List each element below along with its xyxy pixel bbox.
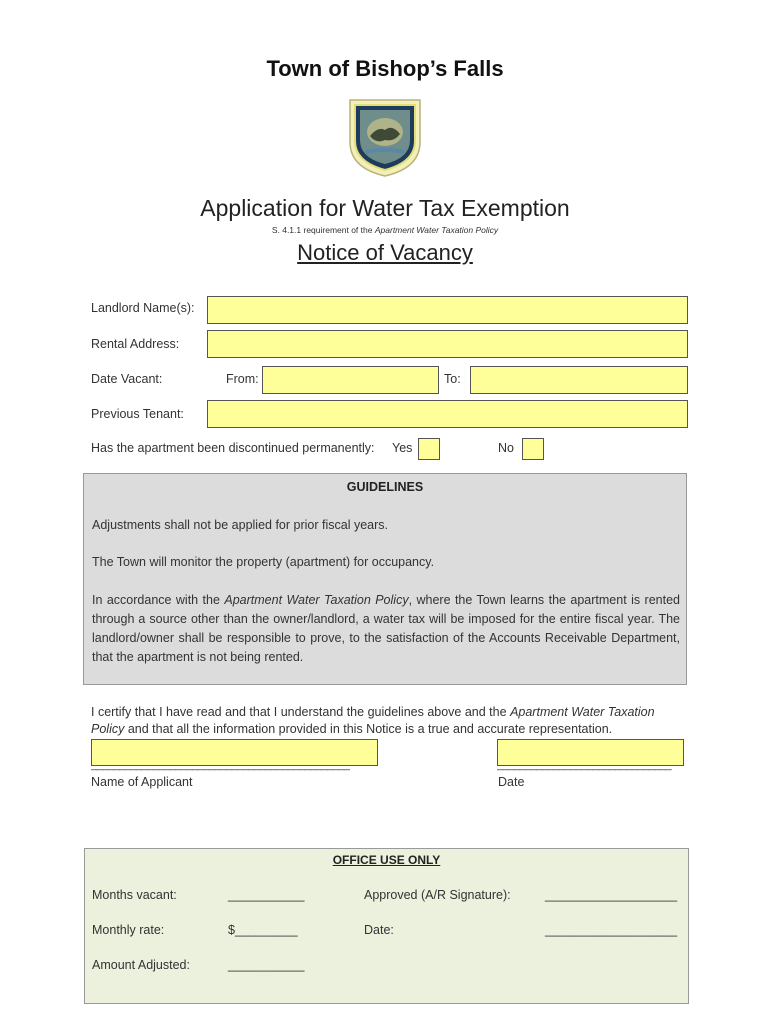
yes-checkbox[interactable]: [418, 438, 440, 460]
guidelines-heading: GUIDELINES: [346, 480, 424, 494]
certification-policy: Apartment Water Taxation Policy: [91, 705, 655, 736]
approved-signature-label: Approved (A/R Signature):: [364, 888, 511, 902]
previous-tenant-field[interactable]: [207, 400, 688, 428]
office-date-blank: ___________________: [545, 923, 678, 937]
discontinued-question: Has the apartment been discontinued permanently:: [91, 441, 375, 455]
approved-signature-blank: ___________________: [545, 888, 678, 902]
from-label: From:: [226, 372, 259, 386]
notice-title: Notice of Vacancy: [297, 240, 473, 265]
to-label: To:: [444, 372, 461, 386]
previous-tenant-label: Previous Tenant:: [91, 407, 184, 421]
certification-rest: and that all the information provided in this Notice is a true and accurate representation.: [127, 722, 613, 736]
certification-text: [91, 704, 689, 738]
date-to-field[interactable]: [470, 366, 688, 394]
guideline-prior-years: Adjustments shall not be applied for prior fiscal years.: [92, 518, 388, 532]
rental-address-label: Rental Address:: [91, 337, 180, 351]
no-checkbox[interactable]: [522, 438, 544, 460]
guideline-accordance: [92, 591, 680, 667]
requirement-prefix: S. 4.1.1 requirement of the: [271, 225, 373, 235]
monthly-rate-label: Monthly rate:: [92, 923, 165, 937]
office-use-heading: OFFICE USE ONLY: [332, 853, 441, 867]
date-signature-line: _______________________________: [497, 759, 672, 771]
guideline-monitor: The Town will monitor the property (apartment) for occupancy.: [92, 555, 435, 569]
town-title: Town of Bishop’s Falls: [266, 56, 504, 81]
landlord-label: Landlord Name(s):: [91, 301, 195, 315]
applicant-signature-line: ______________________________________________: [91, 759, 350, 771]
office-use-box: [84, 848, 689, 1004]
monthly-rate-blank: $_________: [228, 923, 298, 937]
guidelines-box: [83, 473, 687, 685]
date-vacant-label: Date Vacant:: [91, 372, 163, 386]
date-from-field[interactable]: [262, 366, 439, 394]
requirement-policy: Apartment Water Taxation Policy: [374, 225, 499, 235]
landlord-name-field[interactable]: [207, 296, 688, 324]
rental-address-field[interactable]: [207, 330, 688, 358]
no-label: No: [498, 441, 514, 455]
certification-prefix: I certify that I have read and that I understand the guidelines above and the: [91, 705, 507, 719]
application-title: Application for Water Tax Exemption: [200, 195, 570, 221]
town-crest-logo: [348, 98, 422, 178]
requirement-subtitle: [0, 225, 770, 235]
date-label: Date: [498, 775, 525, 789]
amount-adjusted-label: Amount Adjusted:: [92, 958, 190, 972]
months-vacant-blank: ___________: [228, 888, 305, 902]
yes-label: Yes: [392, 441, 413, 455]
guideline-accordance-prefix: In accordance with the: [92, 593, 220, 607]
guideline-accordance-rest: , where the Town learns the apartment is rented through a source other than the owner/landlord, a water tax will be imposed for the entire fiscal year. The landlord/owner shall be responsible to prove, to the satisfaction of the Accounts Receivable Department, that the apartment is not being rented.: [92, 593, 681, 664]
office-date-label: Date:: [364, 923, 394, 937]
applicant-name-label: Name of Applicant: [91, 775, 193, 789]
amount-adjusted-blank: ___________: [228, 958, 305, 972]
months-vacant-label: Months vacant:: [92, 888, 177, 902]
guideline-accordance-policy: Apartment Water Taxation Policy: [224, 593, 409, 607]
